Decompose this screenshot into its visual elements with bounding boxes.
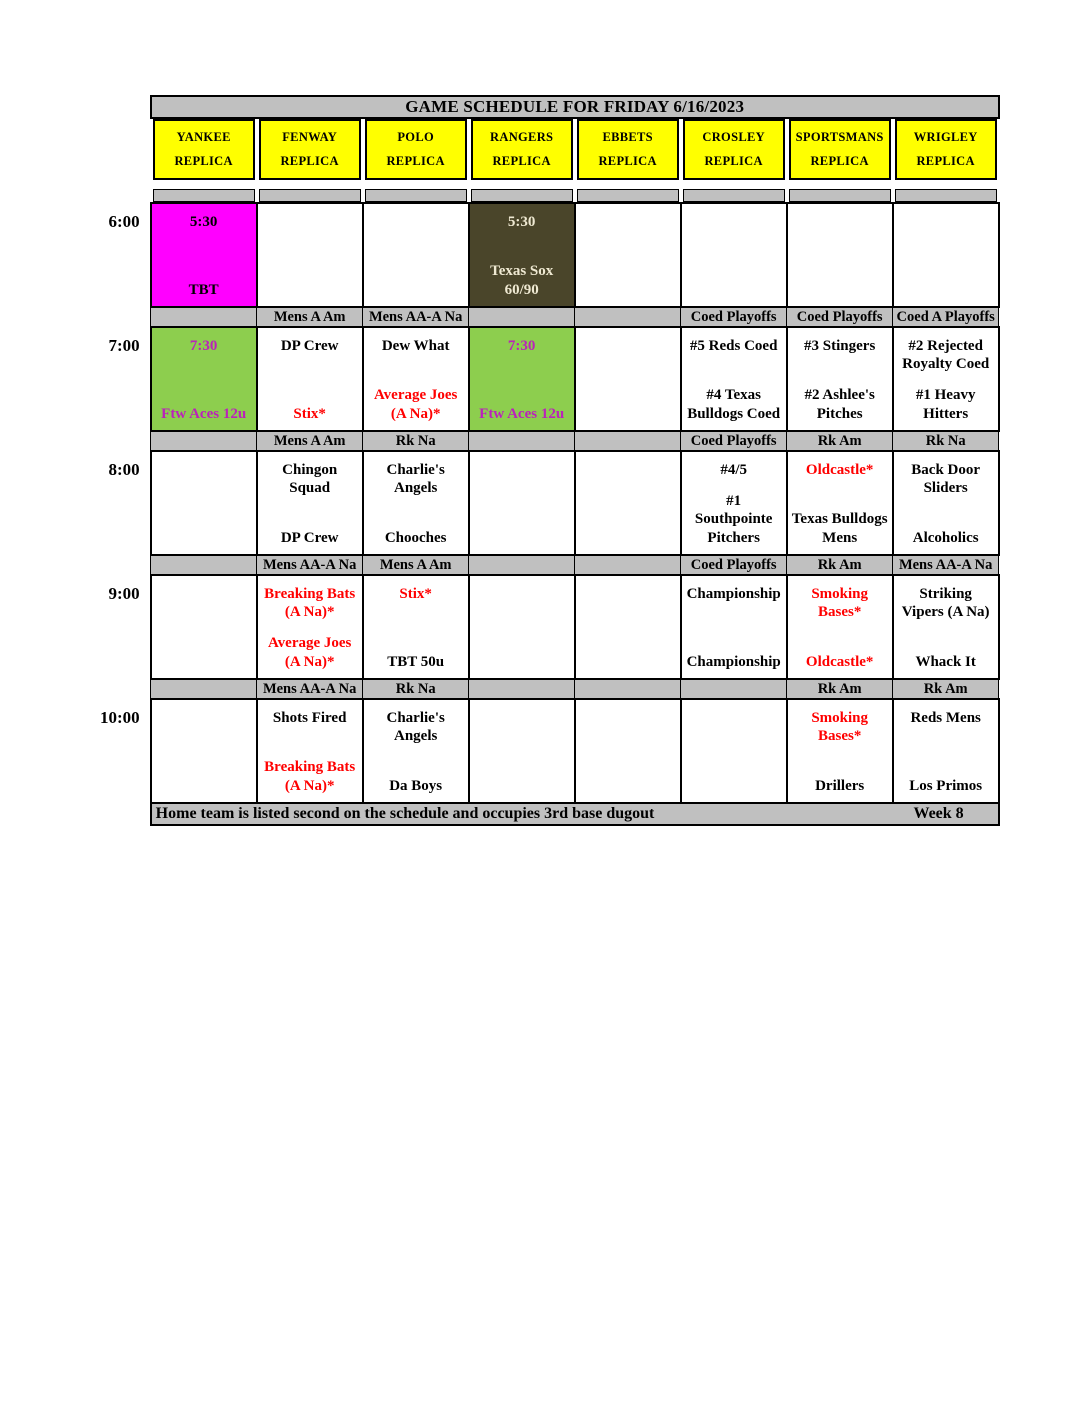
- game-cell-content: [894, 576, 998, 678]
- matchup-top-text: 5:30: [189, 214, 218, 230]
- league-label: Rk Na: [395, 432, 436, 449]
- gap-cell: [681, 180, 787, 189]
- game-cell-ebbets-7-00: [575, 327, 681, 431]
- matchup-top-text: Charlie's Angels: [386, 710, 445, 745]
- league-cell-crosley: [681, 431, 787, 451]
- gutter-cell: [100, 555, 151, 575]
- matchup-top-text: Shots Fired: [272, 710, 347, 726]
- game-cell-crosley-7-00: [681, 327, 787, 431]
- league-divider-row: [100, 431, 999, 451]
- field-name: EBBETS: [602, 130, 653, 144]
- field-header-box: [683, 119, 785, 180]
- league-cell-fenway: [257, 431, 363, 451]
- matchup-bottom-text: Texas Sox 60/90: [490, 263, 554, 298]
- matchup-bottom-text: Stix*: [293, 405, 326, 422]
- schedule-title: GAME SCHEDULE FOR FRIDAY 6/16/2023: [151, 96, 999, 118]
- game-cell-content: [788, 452, 892, 554]
- matchup-bottom-text: Los Primos: [909, 777, 983, 794]
- matchup-top-text: #5 Reds Coed: [689, 338, 778, 354]
- game-cell-rangers-7-00: [469, 327, 575, 431]
- game-cell-yankee-9-00: [151, 575, 257, 679]
- field-sublabel: REPLICA: [492, 154, 551, 168]
- game-cell-ebbets-6-00: [575, 203, 681, 307]
- league-cell-crosley: [681, 307, 787, 327]
- field-header-box: [153, 119, 255, 180]
- league-label: Coed Playoffs: [690, 556, 777, 573]
- matchup-bottom-text: Chooches: [384, 529, 447, 546]
- game-cell-content: [152, 204, 256, 306]
- game-cell-content: [258, 700, 362, 802]
- field-header-rangers: [469, 118, 575, 180]
- field-name: SPORTSMANS: [795, 130, 884, 144]
- matchup-top-text: Stix*: [399, 586, 432, 602]
- game-cell-crosley-8-00: [681, 451, 787, 555]
- spacer-box: [683, 189, 785, 202]
- league-label: Rk Am: [817, 680, 862, 697]
- league-cell-rangers: [469, 679, 575, 699]
- time-label-cell: [100, 327, 151, 431]
- matchup-top-text: 7:30: [189, 338, 218, 354]
- field-header-box: [577, 119, 679, 180]
- league-label: Mens A Am: [273, 432, 346, 449]
- spacer-cell: [151, 189, 257, 203]
- time-label: 10:00: [100, 708, 140, 727]
- spacer-cell: [575, 189, 681, 203]
- spacer-cell: [257, 189, 363, 203]
- week-label: Week 8: [913, 805, 964, 822]
- spacer-cell: [893, 189, 999, 203]
- league-cell-yankee: [151, 307, 257, 327]
- league-cell-sportsmans: [787, 431, 893, 451]
- matchup-top-text: Oldcastle*: [805, 462, 874, 478]
- spacer-box: [365, 189, 467, 202]
- field-header-box: [789, 119, 891, 180]
- game-cell-content: [894, 328, 998, 430]
- spacer-cell: [469, 189, 575, 203]
- league-cell-rangers: [469, 431, 575, 451]
- league-cell-fenway: [257, 555, 363, 575]
- title-row: [100, 96, 999, 118]
- league-cell-ebbets: [575, 431, 681, 451]
- game-cell-wrigley-6-00: [893, 203, 999, 307]
- matchup-bottom-text: Championship: [686, 653, 781, 670]
- game-cell-fenway-7-00: [257, 327, 363, 431]
- game-row-7-00: [100, 327, 999, 431]
- matchup-bottom-text: Breaking Bats (A Na)*: [264, 759, 356, 794]
- matchup-bottom-text: DP Crew: [280, 529, 339, 546]
- field-name: FENWAY: [282, 130, 338, 144]
- league-label: Rk Na: [395, 680, 436, 697]
- field-sublabel: REPLICA: [386, 154, 445, 168]
- league-cell-yankee: [151, 555, 257, 575]
- time-label: 8:00: [108, 460, 140, 479]
- game-cell-crosley-10-00: [681, 699, 787, 803]
- game-cell-polo-10-00: [363, 699, 469, 803]
- game-cell-sportsmans-6-00: [787, 203, 893, 307]
- league-cell-sportsmans: [787, 555, 893, 575]
- league-cell-wrigley: [893, 307, 999, 327]
- game-cell-ebbets-9-00: [575, 575, 681, 679]
- game-row-9-00: [100, 575, 999, 679]
- matchup-bottom-text: Oldcastle*: [805, 653, 874, 670]
- field-sublabel: REPLICA: [280, 154, 339, 168]
- matchup-bottom-text: Average Joes (A Na)*: [373, 387, 458, 422]
- league-cell-rangers: [469, 555, 575, 575]
- game-cell-fenway-9-00: [257, 575, 363, 679]
- game-cell-fenway-6-00: [257, 203, 363, 307]
- matchup-top-text: Smoking Bases*: [811, 586, 869, 621]
- matchup-top-text: Charlie's Angels: [386, 462, 445, 497]
- field-name: YANKEE: [176, 130, 231, 144]
- league-cell-ebbets: [575, 307, 681, 327]
- time-label: 6:00: [108, 212, 140, 231]
- matchup-bottom-text: #2 Ashlee's Pitches: [804, 387, 875, 422]
- matchup-top-text: Chingon Squad: [282, 462, 338, 497]
- time-label-cell: [100, 203, 151, 307]
- gutter-cell: [100, 118, 151, 180]
- game-cell-content: [364, 576, 468, 678]
- game-cell-content: [788, 576, 892, 678]
- field-header-box: [365, 119, 467, 180]
- game-cell-sportsmans-10-00: [787, 699, 893, 803]
- league-cell-fenway: [257, 307, 363, 327]
- game-cell-rangers-10-00: [469, 699, 575, 803]
- game-cell-fenway-8-00: [257, 451, 363, 555]
- league-label: Rk Am: [817, 432, 862, 449]
- field-header-sportsmans: [787, 118, 893, 180]
- league-cell-wrigley: [893, 431, 999, 451]
- league-label: Mens AA-A Na: [368, 308, 463, 325]
- league-label: Coed A Playoffs: [896, 308, 995, 325]
- gap-cell: [469, 180, 575, 189]
- matchup-bottom-text: #1 Southpointe Pitchers: [694, 493, 773, 546]
- league-label: Rk Am: [923, 680, 968, 697]
- game-cell-yankee-10-00: [151, 699, 257, 803]
- matchup-top-text: Smoking Bases*: [811, 710, 869, 745]
- game-cell-content: [788, 700, 892, 802]
- game-cell-yankee-6-00: [151, 203, 257, 307]
- league-cell-crosley: [681, 555, 787, 575]
- gutter-cell: [100, 307, 151, 327]
- game-cell-wrigley-9-00: [893, 575, 999, 679]
- game-cell-yankee-7-00: [151, 327, 257, 431]
- league-cell-ebbets: [575, 679, 681, 699]
- field-header-fenway: [257, 118, 363, 180]
- league-label: Rk Am: [817, 556, 862, 573]
- matchup-top-text: Championship: [686, 586, 781, 602]
- league-label: Coed Playoffs: [690, 432, 777, 449]
- field-header-box: [471, 119, 573, 180]
- game-cell-content: [894, 700, 998, 802]
- matchup-top-text: Striking Vipers (A Na): [901, 586, 990, 621]
- gutter-cell: [100, 180, 151, 189]
- matchup-bottom-text: Alcoholics: [912, 529, 979, 546]
- field-sublabel: REPLICA: [174, 154, 233, 168]
- game-cell-content: [470, 204, 574, 306]
- gap-cell: [363, 180, 469, 189]
- league-cell-polo: [363, 679, 469, 699]
- matchup-bottom-text: Texas Bulldogs Mens: [791, 511, 888, 546]
- league-cell-ebbets: [575, 555, 681, 575]
- league-cell-sportsmans: [787, 307, 893, 327]
- spacer-row: [100, 189, 999, 203]
- game-cell-content: [364, 700, 468, 802]
- league-label: Mens A Am: [379, 556, 452, 573]
- spacer-box: [789, 189, 891, 202]
- league-label: Coed Playoffs: [796, 308, 883, 325]
- game-row-8-00: [100, 451, 999, 555]
- field-header-polo: [363, 118, 469, 180]
- matchup-bottom-text: Ftw Aces 12u: [161, 405, 247, 422]
- league-cell-polo: [363, 307, 469, 327]
- field-header-yankee: [151, 118, 257, 180]
- spacer-box: [153, 189, 255, 202]
- field-header-box: [259, 119, 361, 180]
- game-cell-fenway-10-00: [257, 699, 363, 803]
- matchup-bottom-text: TBT: [188, 281, 219, 298]
- matchup-top-text: Breaking Bats (A Na)*: [264, 586, 356, 621]
- league-cell-yankee: [151, 679, 257, 699]
- game-cell-content: [152, 328, 256, 430]
- footer-row: [100, 803, 999, 825]
- matchup-top-text: 7:30: [507, 338, 536, 354]
- game-cell-ebbets-10-00: [575, 699, 681, 803]
- game-cell-crosley-9-00: [681, 575, 787, 679]
- matchup-top-text: #3 Stingers: [804, 338, 876, 354]
- game-cell-polo-9-00: [363, 575, 469, 679]
- matchup-bottom-text: Whack It: [915, 653, 976, 670]
- time-label-cell: [100, 451, 151, 555]
- game-cell-polo-6-00: [363, 203, 469, 307]
- gap-cell: [787, 180, 893, 189]
- matchup-top-text: Dew What: [381, 338, 450, 354]
- schedule-table: [100, 95, 1000, 826]
- league-cell-wrigley: [893, 555, 999, 575]
- game-cell-content: [258, 576, 362, 678]
- footer-bar: [151, 803, 999, 825]
- game-cell-content: [258, 328, 362, 430]
- spacer-box: [471, 189, 573, 202]
- game-cell-content: [788, 328, 892, 430]
- league-label: Mens AA-A Na: [262, 556, 357, 573]
- field-header-box: [895, 119, 997, 180]
- matchup-bottom-text: TBT 50u: [387, 653, 445, 670]
- field-header-crosley: [681, 118, 787, 180]
- gap-cell: [151, 180, 257, 189]
- field-sublabel: REPLICA: [916, 154, 975, 168]
- field-name: CROSLEY: [702, 130, 765, 144]
- matchup-top-text: Back Door Sliders: [911, 462, 981, 497]
- game-cell-content: [682, 328, 786, 430]
- matchup-bottom-text: #1 Heavy Hitters: [915, 387, 976, 422]
- spacer-cell: [681, 189, 787, 203]
- field-sublabel: REPLICA: [810, 154, 869, 168]
- footer-content: [152, 805, 998, 823]
- spacer-box: [259, 189, 361, 202]
- league-label: Mens AA-A Na: [898, 556, 993, 573]
- league-cell-yankee: [151, 431, 257, 451]
- matchup-top-text: #4/5: [720, 462, 747, 478]
- game-cell-content: [470, 328, 574, 430]
- gap-row: [100, 180, 999, 189]
- field-sublabel: REPLICA: [598, 154, 657, 168]
- game-cell-yankee-8-00: [151, 451, 257, 555]
- spacer-box: [577, 189, 679, 202]
- league-cell-sportsmans: [787, 679, 893, 699]
- league-divider-row: [100, 555, 999, 575]
- matchup-bottom-text: Ftw Aces 12u: [479, 405, 565, 422]
- game-cell-polo-8-00: [363, 451, 469, 555]
- league-divider-row: [100, 307, 999, 327]
- gap-cell: [893, 180, 999, 189]
- matchup-top-text: Reds Mens: [910, 710, 981, 726]
- league-cell-polo: [363, 555, 469, 575]
- field-sublabel: REPLICA: [704, 154, 763, 168]
- matchup-top-text: 5:30: [507, 214, 536, 230]
- league-label: Coed Playoffs: [690, 308, 777, 325]
- gutter-cell: [100, 96, 151, 118]
- footer-note: Home team is listed second on the schedule and occupies 3rd base dugout: [155, 805, 655, 822]
- game-row-6-00: [100, 203, 999, 307]
- league-label: Rk Na: [925, 432, 966, 449]
- matchup-bottom-text: Da Boys: [389, 777, 443, 794]
- matchup-top-text: #2 Rejected Royalty Coed: [902, 338, 990, 373]
- game-cell-rangers-8-00: [469, 451, 575, 555]
- gap-cell: [257, 180, 363, 189]
- field-name: POLO: [397, 130, 434, 144]
- field-header-row: [100, 118, 999, 180]
- time-label: 7:00: [108, 336, 140, 355]
- league-cell-wrigley: [893, 679, 999, 699]
- gutter-cell: [100, 189, 151, 203]
- game-cell-sportsmans-7-00: [787, 327, 893, 431]
- time-label: 9:00: [108, 584, 140, 603]
- league-divider-row: [100, 679, 999, 699]
- time-label-cell: [100, 575, 151, 679]
- time-label-cell: [100, 699, 151, 803]
- game-cell-wrigley-10-00: [893, 699, 999, 803]
- spacer-cell: [787, 189, 893, 203]
- matchup-bottom-text: Average Joes (A Na)*: [267, 635, 352, 670]
- matchup-bottom-text: #4 Texas Bulldogs Coed: [687, 387, 781, 422]
- game-cell-wrigley-7-00: [893, 327, 999, 431]
- game-cell-sportsmans-9-00: [787, 575, 893, 679]
- league-cell-crosley: [681, 679, 787, 699]
- field-name: WRIGLEY: [913, 130, 978, 144]
- gutter-cell: [100, 803, 151, 825]
- league-cell-rangers: [469, 307, 575, 327]
- game-cell-rangers-9-00: [469, 575, 575, 679]
- spacer-box: [895, 189, 997, 202]
- spacer-cell: [363, 189, 469, 203]
- game-cell-crosley-6-00: [681, 203, 787, 307]
- league-cell-fenway: [257, 679, 363, 699]
- game-cell-content: [258, 452, 362, 554]
- matchup-bottom-text: Drillers: [815, 777, 865, 794]
- game-cell-content: [364, 328, 468, 430]
- game-cell-ebbets-8-00: [575, 451, 681, 555]
- game-cell-content: [682, 452, 786, 554]
- game-cell-content: [894, 452, 998, 554]
- schedule-sheet: [100, 95, 1002, 826]
- league-label: Mens A Am: [273, 308, 346, 325]
- gutter-cell: [100, 431, 151, 451]
- game-cell-wrigley-8-00: [893, 451, 999, 555]
- game-cell-content: [364, 452, 468, 554]
- gutter-cell: [100, 679, 151, 699]
- matchup-top-text: DP Crew: [280, 338, 339, 354]
- game-cell-rangers-6-00: [469, 203, 575, 307]
- game-cell-polo-7-00: [363, 327, 469, 431]
- league-label: Mens AA-A Na: [262, 680, 357, 697]
- field-header-wrigley: [893, 118, 999, 180]
- league-cell-polo: [363, 431, 469, 451]
- game-row-10-00: [100, 699, 999, 803]
- field-header-ebbets: [575, 118, 681, 180]
- game-cell-sportsmans-8-00: [787, 451, 893, 555]
- field-name: RANGERS: [490, 130, 554, 144]
- game-cell-content: [682, 576, 786, 678]
- gap-cell: [575, 180, 681, 189]
